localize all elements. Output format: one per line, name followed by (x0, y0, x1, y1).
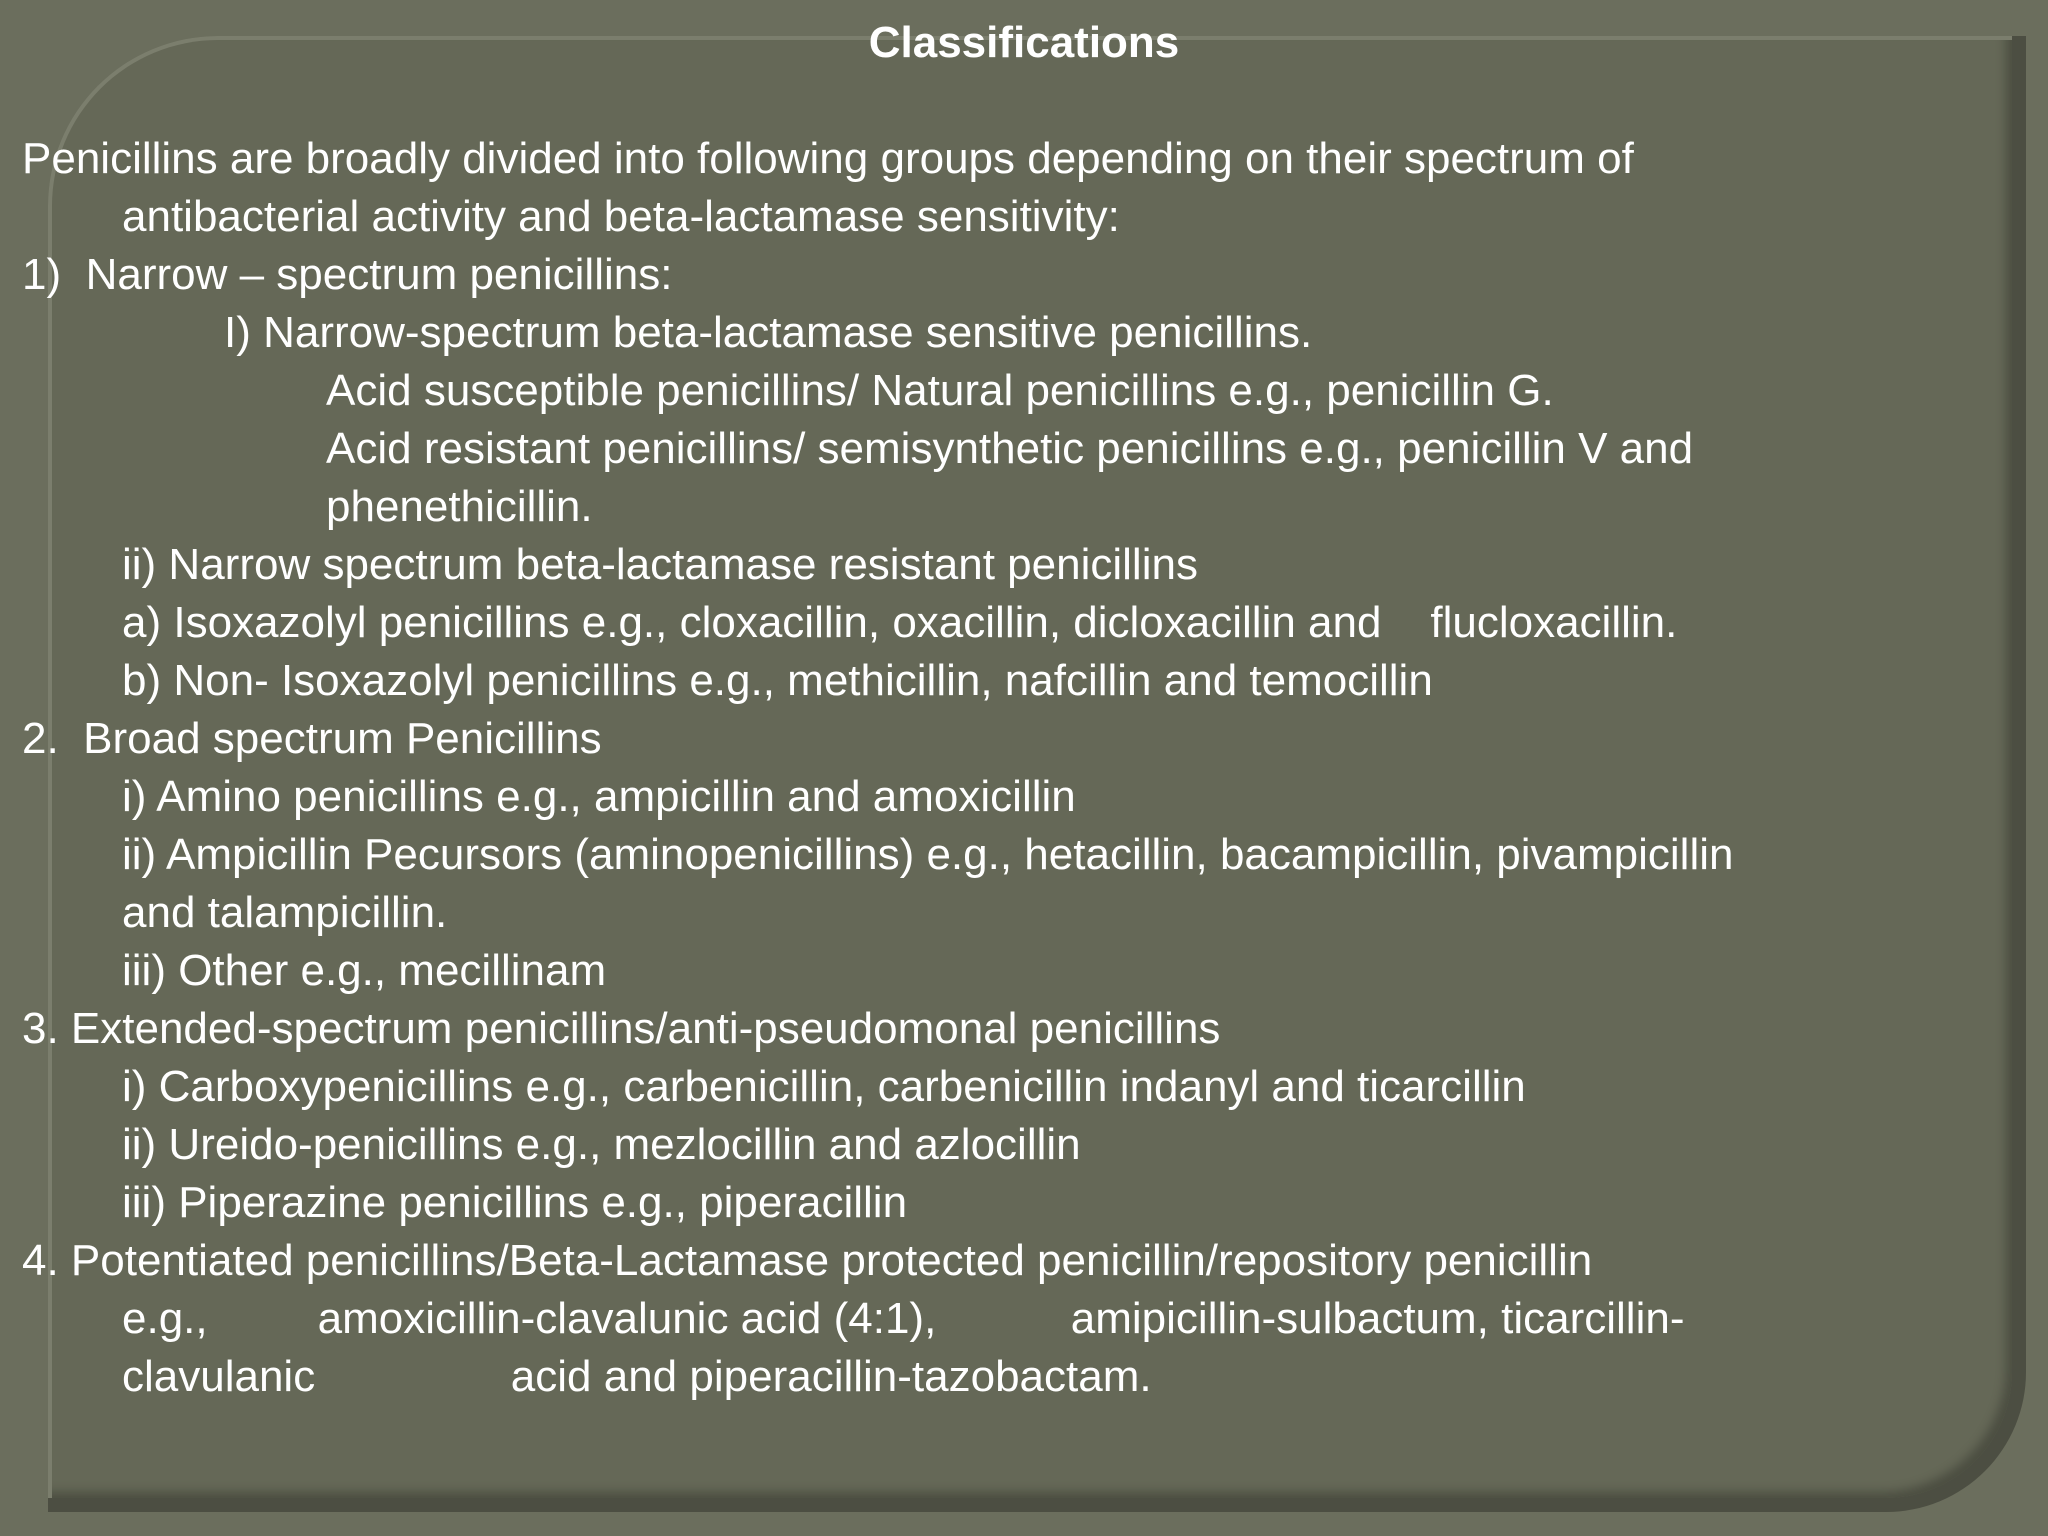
text-line: ii) Ampicillin Pecursors (aminopenicillins) e.g., hetacillin, bacampicillin, pivampicillin (122, 830, 1734, 879)
text-line: iii) Other e.g., mecillinam (122, 946, 607, 995)
text-line: antibacterial activity and beta-lactamase sensitivity: (122, 192, 1120, 241)
text-line: and talampicillin. (122, 888, 448, 937)
text-line: a) Isoxazolyl penicillins e.g., cloxacillin, oxacillin, dicloxacillin and flucloxacillin. (122, 598, 1678, 647)
text-line: iii) Piperazine penicillins e.g., piperacillin (122, 1178, 908, 1227)
text-line: 3. Extended-spectrum penicillins/anti-pseudomonal penicillins (22, 1004, 1221, 1053)
text-line: b) Non- Isoxazolyl penicillins e.g., methicillin, nafcillin and temocillin (122, 656, 1433, 705)
text-line: Acid susceptible penicillins/ Natural penicillins e.g., penicillin G. (326, 366, 1554, 415)
text-line: 4. Potentiated penicillins/Beta-Lactamase protected penicillin/repository penicillin (22, 1236, 1593, 1285)
text-line: i) Amino penicillins e.g., ampicillin and amoxicillin (122, 772, 1076, 821)
text-line: e.g., amoxicillin-clavalunic acid (4:1), amipicillin-sulbactum, ticarcillin- (122, 1294, 1685, 1343)
text-line: phenethicillin. (326, 482, 593, 531)
text-line: Acid resistant penicillins/ semisynthetic penicillins e.g., penicillin V and (326, 424, 1694, 473)
text-line: i) Carboxypenicillins e.g., carbenicillin, carbenicillin indanyl and ticarcillin (122, 1062, 1526, 1111)
text-line: clavulanic acid and piperacillin-tazobactam. (122, 1352, 1152, 1401)
text-line: ii) Ureido-penicillins e.g., mezlocillin and azlocillin (122, 1120, 1081, 1169)
text-line: 1) Narrow – spectrum penicillins: (22, 250, 673, 299)
text-line: I) Narrow-spectrum beta-lactamase sensitive penicillins. (224, 308, 1313, 357)
slide-title: Classifications (868, 18, 1180, 67)
text-line: ii) Narrow spectrum beta-lactamase resistant penicillins (122, 540, 1198, 589)
text-line: 2. Broad spectrum Penicillins (22, 714, 602, 763)
text-line: Penicillins are broadly divided into following groups depending on their spectrum of (22, 134, 1634, 183)
